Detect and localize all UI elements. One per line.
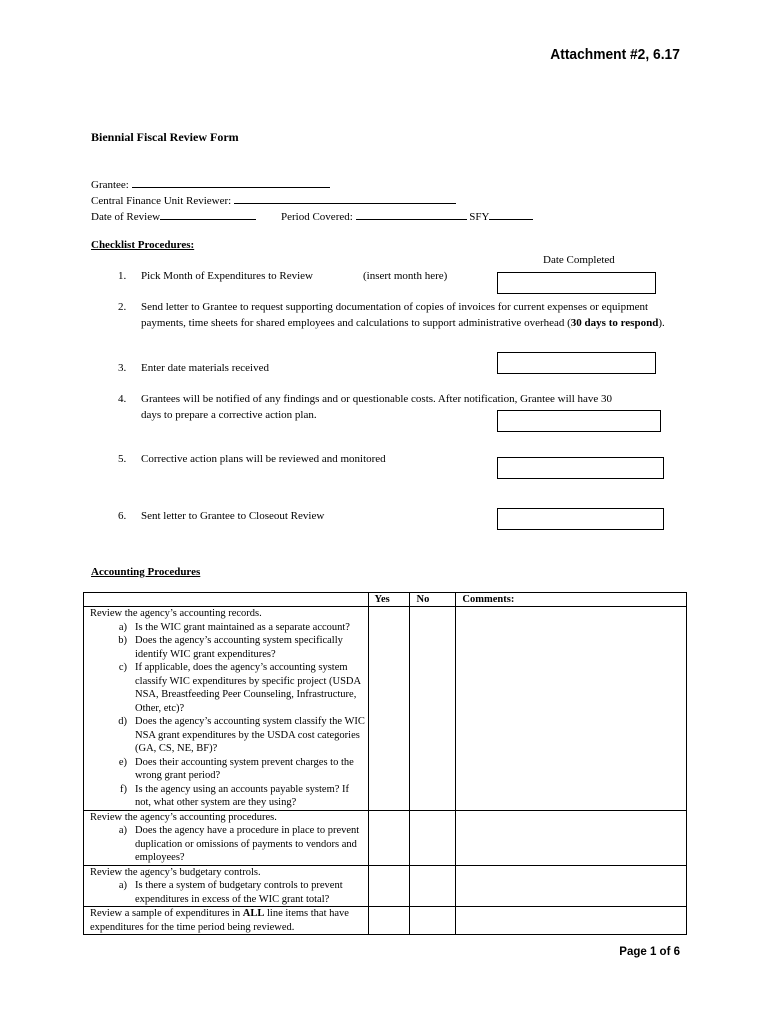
item-5-date-box[interactable] (497, 457, 664, 479)
yes-cell[interactable] (368, 810, 410, 865)
item-text: If applicable, does the agency’s accounting system classify WIC expenditures by specific project (USDA NSA, Breastfeeding Peer Counseling, Infrastructure, Other, etc)? (135, 662, 361, 714)
list-item (90, 621, 368, 635)
header-no: No (410, 593, 456, 607)
list-item (90, 783, 368, 810)
item-2-text-main: Send letter to Grantee to request supporting documentation of copies of invoices for current expenses or equipment payments, time sheets for shared employees and calculations to support administrative overhead ( (141, 301, 649, 329)
no-cell[interactable] (410, 865, 456, 907)
item-2-text-bold: 30 days to respond (570, 317, 659, 329)
item-text: Does the agency’s accounting system classify the WIC NSA grant expenditures by the USDA cost categories (GA, CS, NE, BF)? (135, 716, 365, 754)
header-comments: Comments: (456, 593, 687, 607)
budgetary-section (84, 865, 369, 907)
list-item (90, 715, 368, 756)
reviewer-label: Central Finance Unit Reviewer: (91, 195, 232, 207)
date-of-review-field (91, 209, 256, 223)
attachment-label: Attachment #2, 6.17 (550, 46, 680, 63)
item-label: b) (118, 635, 127, 646)
records-section (84, 607, 369, 811)
item-6-date-box[interactable] (497, 508, 664, 530)
item-4-date-box[interactable] (497, 410, 661, 432)
item-1-text: Pick Month of Expenditures to Review (141, 270, 314, 282)
item-label: e) (118, 756, 127, 768)
comments-cell[interactable] (456, 810, 687, 865)
date-of-review-label: Date of Review (91, 211, 161, 223)
section-title-post: line items that have expenditures for the time period being reviewed. (90, 908, 349, 933)
date-of-review-line[interactable] (160, 209, 256, 220)
item-4-text: Grantees will be notified of any findings and or questionable costs. After notification, Grantee will have 30 days to prepare a corrective action plan. (141, 393, 613, 421)
accounting-heading: Accounting Procedures (91, 566, 201, 578)
item-6-text: Sent letter to Grantee to Closeout Review (141, 510, 325, 522)
item-5-number: 5. (118, 453, 127, 465)
table-row (84, 810, 687, 865)
item-text: Is the WIC grant maintained as a separate account? (135, 621, 350, 633)
item-label: f) (120, 783, 127, 795)
no-cell[interactable] (410, 907, 456, 935)
item-3-text: Enter date materials received (141, 362, 269, 374)
section-title: Review the agency’s accounting procedures. (90, 811, 277, 823)
grantee-line[interactable] (132, 177, 330, 188)
section-title-bold: ALL (242, 908, 265, 919)
no-cell[interactable] (410, 607, 456, 811)
item-1-month-hint: (insert month here) (363, 270, 448, 282)
item-2-number: 2. (118, 301, 127, 313)
item-label: a) (118, 825, 127, 836)
table-header-row (84, 593, 687, 607)
reviewer-line[interactable] (234, 193, 456, 204)
date-completed-label: Date Completed (543, 254, 615, 266)
yes-cell[interactable] (368, 607, 410, 811)
item-2-text (141, 299, 671, 331)
list-item (90, 824, 368, 865)
table-row (84, 865, 687, 907)
grantee-field (91, 177, 330, 191)
section-title: Review the agency’s budgetary controls. (90, 866, 261, 878)
grantee-label: Grantee: (91, 179, 129, 191)
item-6-number: 6. (118, 510, 127, 522)
checklist-heading: Checklist Procedures: (91, 239, 195, 251)
comments-cell[interactable] (456, 865, 687, 907)
item-text: Is there a system of budgetary controls to prevent expenditures in excess of the WIC grant total? (135, 880, 343, 905)
sfy-line[interactable] (489, 209, 533, 220)
header-blank (84, 593, 369, 607)
item-3-number: 3. (118, 362, 127, 374)
list-item (90, 634, 368, 661)
item-3-date-box[interactable] (497, 352, 656, 374)
header-yes: Yes (368, 593, 410, 607)
no-cell[interactable] (410, 810, 456, 865)
table-row (84, 907, 687, 935)
item-1-date-box[interactable] (497, 272, 656, 294)
item-label: d) (118, 716, 127, 727)
list-item (90, 879, 368, 906)
item-2-text-tail: ). (658, 317, 665, 329)
period-covered-field (281, 209, 533, 223)
list-item (90, 756, 368, 783)
section-title: Review the agency’s accounting records. (90, 608, 262, 619)
page-number: Page 1 of 6 (619, 946, 680, 958)
sample-section (84, 907, 369, 935)
item-5-text: Corrective action plans will be reviewed and monitored (141, 453, 386, 465)
form-title: Biennial Fiscal Review Form (91, 130, 239, 144)
yes-cell[interactable] (368, 907, 410, 935)
section-title-pre: Review a sample of expenditures in (90, 908, 243, 919)
accounting-table (83, 592, 687, 935)
item-text: Does the agency have a procedure in place to prevent duplication or omissions of payments to vendors and employees? (135, 825, 360, 863)
item-1-number: 1. (118, 270, 127, 282)
list-item (90, 661, 368, 715)
item-label: a) (118, 880, 127, 891)
item-text: Is the agency using an accounts payable system? If not, what other system are they using? (135, 783, 350, 808)
yes-cell[interactable] (368, 865, 410, 907)
item-text: Does their accounting system prevent charges to the wrong grant period? (135, 756, 354, 781)
comments-cell[interactable] (456, 607, 687, 811)
item-label: c) (118, 662, 127, 673)
item-text: Does the agency’s accounting system specifically identify WIC grant expenditures? (135, 635, 343, 660)
item-label: a) (118, 621, 127, 633)
period-covered-line[interactable] (356, 209, 467, 220)
sfy-label: SFY (469, 211, 490, 223)
period-covered-label: Period Covered: (281, 211, 353, 223)
table-row (84, 607, 687, 811)
procedures-section (84, 810, 369, 865)
item-4-number: 4. (118, 393, 127, 405)
comments-cell[interactable] (456, 907, 687, 935)
reviewer-field (91, 193, 456, 207)
